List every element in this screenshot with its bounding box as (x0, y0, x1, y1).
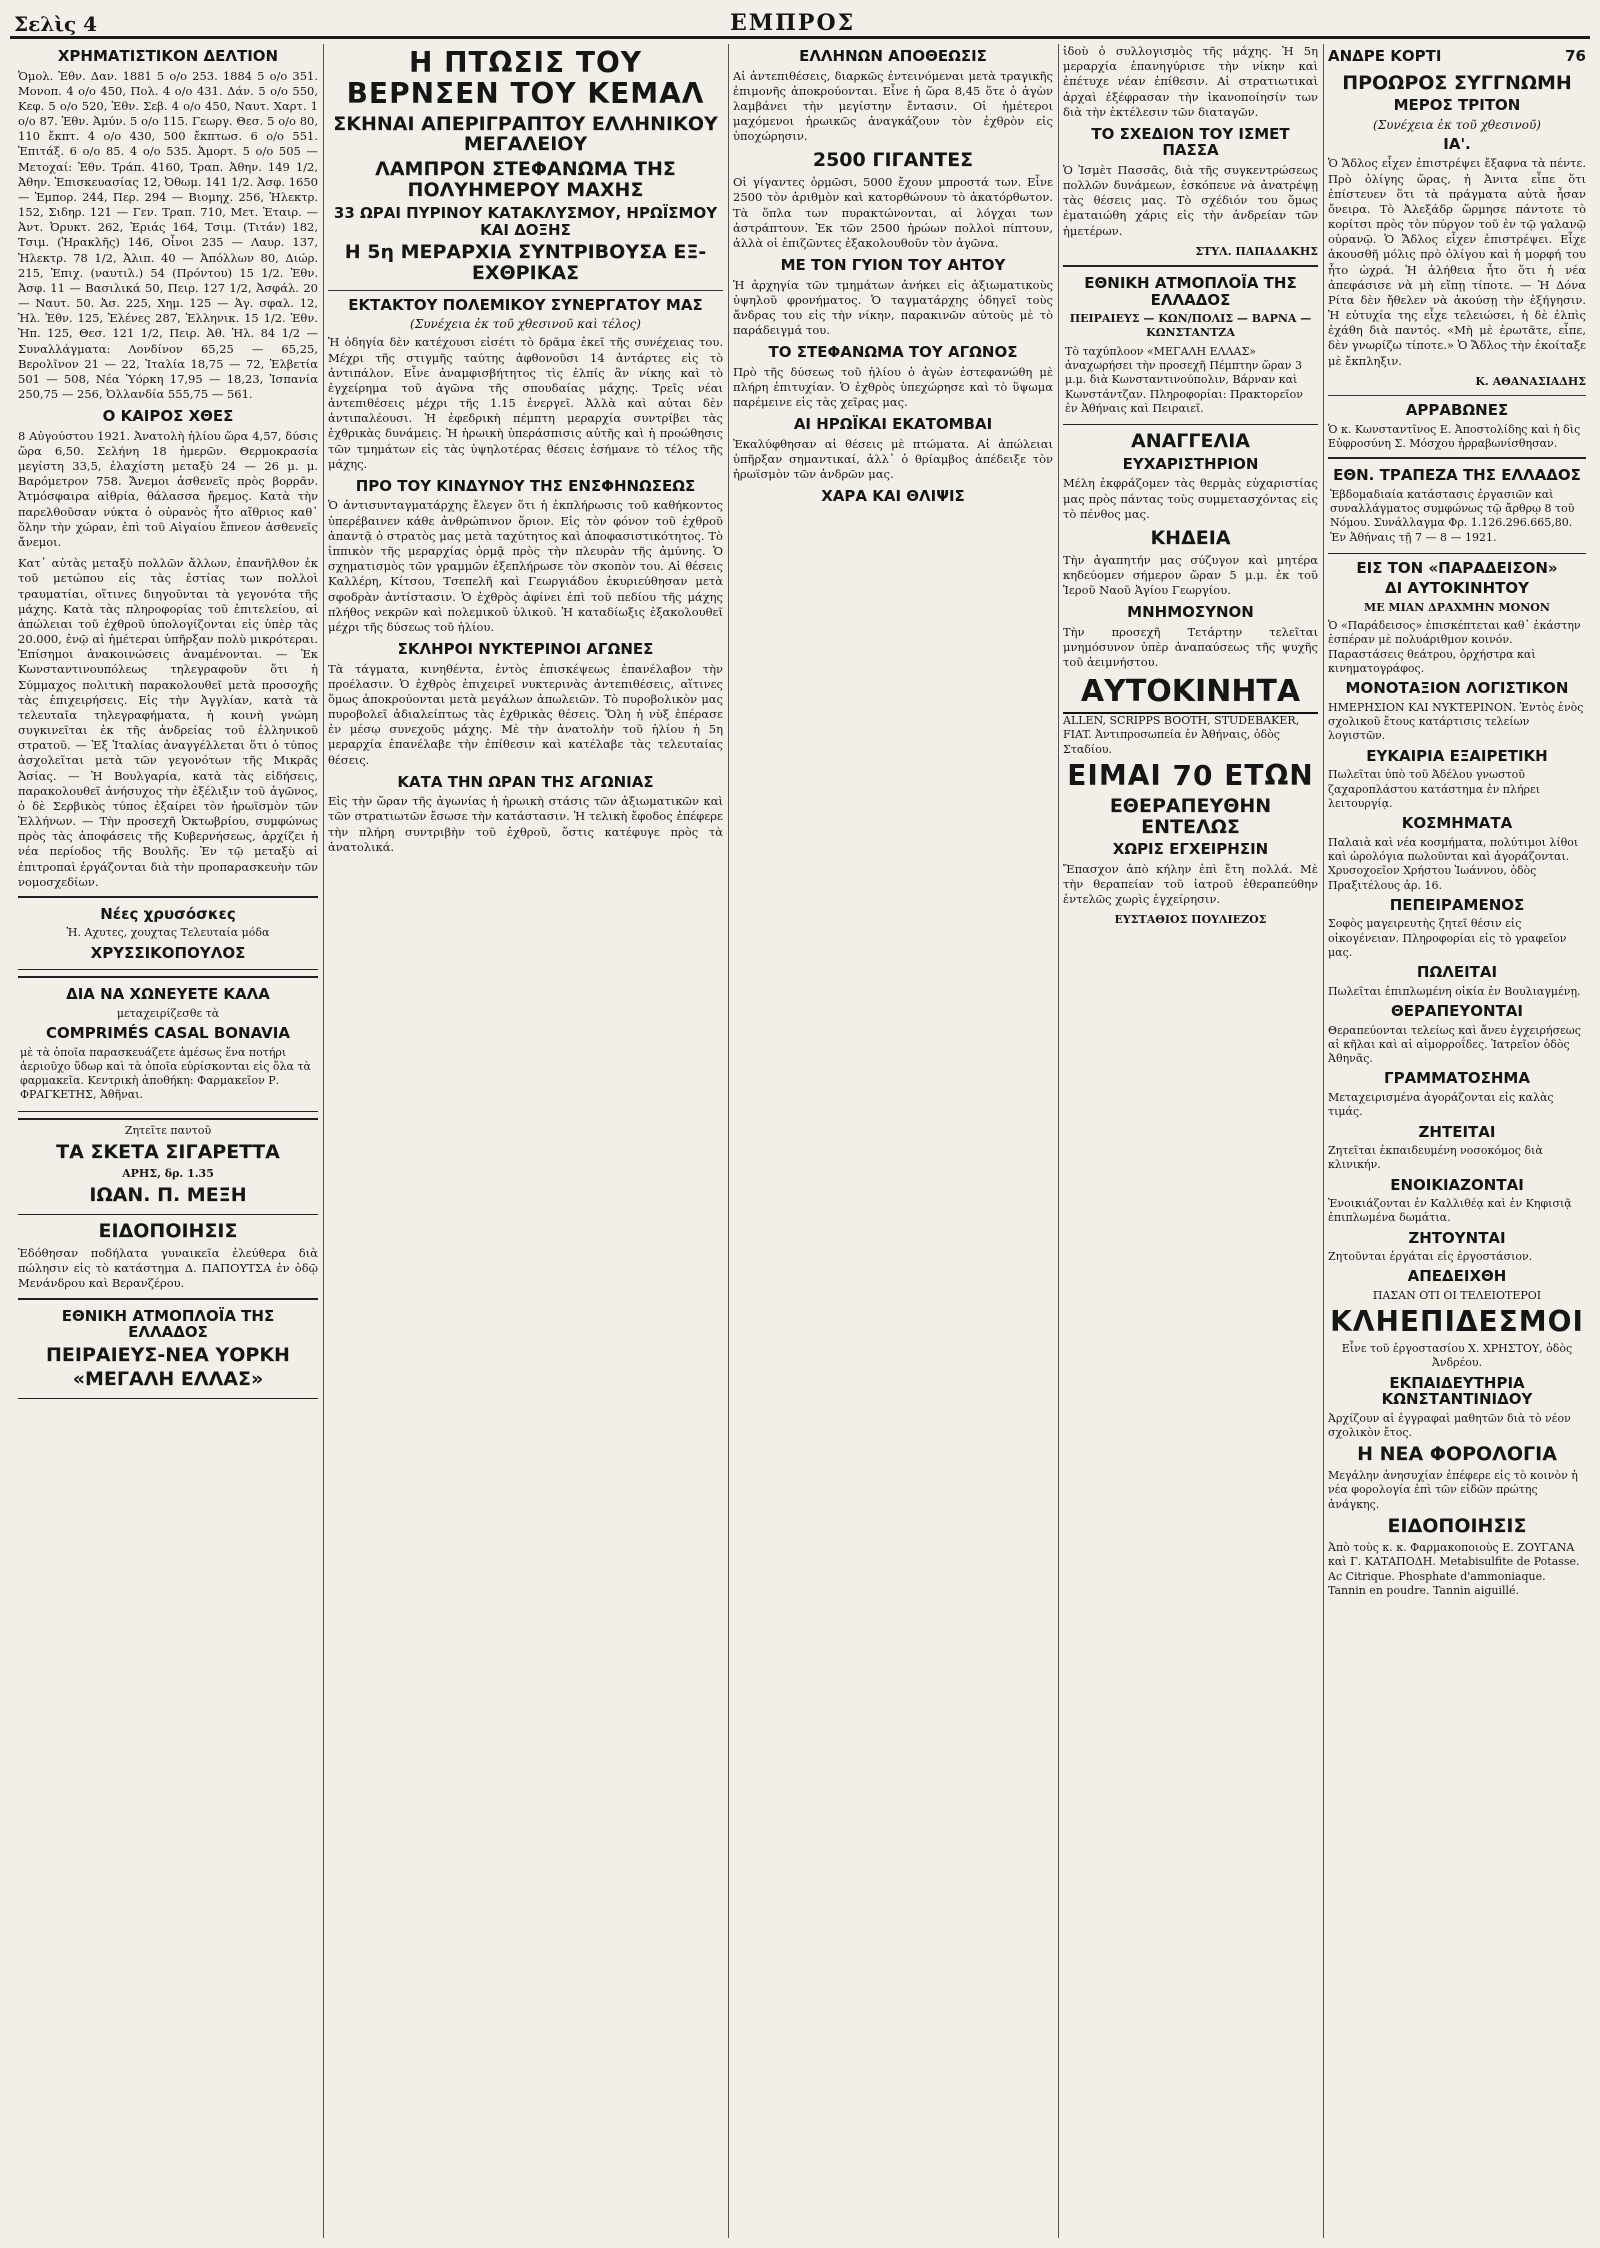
forsale-text: Πωλεῖται ἐπιπλωμένη οἰκία ἐν Βουλιαγμένῃ. (1328, 984, 1581, 998)
bank-text: Ἐβδομαδιαία κατάστασις ἐργασιῶν καὶ συναλλάγματος συμφώνως τῷ ἄρθρῳ 8 τοῦ Νόμου. Συνάλλαγμα Φρ. 1.126.296.665,80. Ἐν Ἀθήναις τῇ 7 — 8 — 1921. (1330, 487, 1575, 544)
subhead-greeks: ΕΛΛΗΝΩΝ ΑΠΟΘΕΩΣΙΣ (799, 47, 987, 65)
jewelry-ad-title: Νέες χρυσόσκες (100, 904, 236, 923)
headline-5: Η 5η ΜΕΡΑΡΧΙΑ ΣΥΝΤΡΙΒΟΥΣΑ ΕΞ-ΕΧΘΡΙΚΑΣ (344, 241, 707, 285)
divider (328, 290, 723, 291)
forsale-title: ΠΩΛΕΙΤΑΙ (1416, 963, 1498, 982)
jewelry-ad (18, 896, 318, 970)
shipping-ad (1063, 265, 1318, 425)
cigarette-ad-title: ΤΑ ΣΚΕΤΑ ΣΙΓΑΡΕΤΤΑ (56, 1141, 280, 1164)
stamps-title: ΓΡΑΜΜΑΤΟΣΗΜΑ (1384, 1069, 1530, 1088)
proven-title: ΑΠΕΔΕΙΧΘΗ (1407, 1267, 1507, 1286)
opportunity-text: Πωλεῖται ὑπὸ τοῦ Ἀδέλου γνωστοῦ ζαχαροπλάστου κατάστημα ἐν πλήρει λειτουργίᾳ. (1328, 768, 1541, 810)
col3-p1: Αἱ ἀντεπιθέσεις, διαρκῶς ἐντεινόμεναι μετὰ τραγικῆς ἐπιμονῆς ἀποκρούονται. Εἶνε ἡ ὥρα 8,45 ὅτε ὁ ἀγὼν λαμβάνει τὴν μεγίστην ἔντασιν. Οἱ ἡμέτεροι μαχόμενοι ἡρωικῶς ἀναγκάζουν τὸν ἐχθρὸν εἰς ὑποχώρησιν. (733, 68, 1053, 144)
market-title: ΧΡΗΜΑΤΙΣΤΙΚΟΝ ΔΕΛΤΙΟΝ (57, 47, 279, 65)
novel-number: 76 (1565, 47, 1586, 65)
divider (1328, 395, 1586, 396)
column-2 (328, 44, 723, 2238)
notice2-title: ΕΙΔΟΠΟΙΗΣΙΣ (1387, 1515, 1527, 1538)
column-divider (323, 44, 324, 2238)
digestion-ad (18, 976, 318, 1111)
digestion-ad-text: μὲ τὰ ὁποῖα παρασκευάζετε ἀμέσως ἕνα ποτήρι ἀεριοῦχο ὕδωρ καὶ τὰ ὁποῖα εὑρίσκονται εἰς ὅλα τὰ φαρμακεῖα. Κεντρικὴ ἀποθήκη: Φαρμακεῖον Ρ. ΦΡΑΓΚΕΤΗΣ, Ἀθῆναι. (20, 1045, 311, 1102)
cigarette-ad-line: ΑΡΗΣ, δρ. 1.35 (122, 1166, 214, 1180)
subhead-4: ΚΑΤΑ ΤΗΝ ΩΡΑΝ ΤΗΣ ΑΓΩΝΙΑΣ (397, 772, 654, 791)
subhead-joy: ΧΑΡΑ ΚΑΙ ΘΛΙΨΙΣ (821, 487, 965, 506)
cure-signature: ΕΥΣΤΑΘΙΟΣ ΠΟΥΛΙΕΖΟΣ (1114, 913, 1267, 927)
cigarette-ad-name: ΙΩΑΝ. Π. ΜΕΞΗ (89, 1184, 247, 1207)
age-ad-title: ΕΙΜΑΙ 70 ΕΤΩΝ (1067, 758, 1314, 792)
school-text: Ἀρχίζουν αἱ ἐγγραφαὶ μαθητῶν διὰ τὸ νέον σχολικὸν ἔτος. (1328, 1411, 1571, 1439)
masthead (10, 6, 1590, 40)
digestion-ad-brand: COMPRIMÉS CASAL BONAVIA (46, 1024, 290, 1043)
byline: ΕΚΤΑΚΤΟΥ ΠΟΛΕΜΙΚΟΥ ΣΥΝΕΡΓΑΤΟΥ ΜΑΣ (348, 295, 703, 314)
subhead-2: ΠΡΟ ΤΟΥ ΚΙΝΔΥΝΟΥ ΤΗΣ ΕΝΣΦΗΝΩΣΕΩΣ (355, 476, 696, 495)
jewelry-ad-name: ΧΡΥΣΣΙΚΟΠΟΥΛΟΣ (90, 943, 246, 962)
subhead-ismet: ΤΟ ΣΧΕΔΙΟΝ ΤΟΥ ΙΣΜΕΤ ΠΑΣΣΑ (1091, 124, 1290, 160)
digestion-ad-sub: μεταχειρίζεσθε τὰ (116, 1006, 220, 1020)
workers-text: Ζητοῦνται ἐργάται εἰς ἐργοστάσιον. (1328, 1250, 1533, 1264)
jewels-title: ΚΟΣΜΗΜΑΤΑ (1401, 814, 1513, 833)
col3-p3: Ἡ ἀρχηγία τῶν τμημάτων ἀνήκει εἰς ἀξιωματικοὺς ὑψηλοῦ φρονήματος. Ὁ ταγματάρχης ὁδηγεῖ τοὺς ἄνδρας του εἰς τὴν νίκην, παρακινῶν αὐτοὺς μὲ τὸ παράδειγμά του. (733, 277, 1053, 338)
column-divider (1058, 44, 1059, 2238)
hernia-belts-title: ΚΛΗΕΠΙΔΕΣΜΟΙ (1330, 1305, 1584, 1339)
page-number: Σελὶς 4 (14, 12, 98, 36)
cured-title: ΘΕΡΑΠΕΥΟΝΤΑΙ (1391, 1002, 1523, 1021)
shipping-left-route: ΠΕΙΡΑΙΕΥΣ-ΝΕΑ ΥΟΡΚΗ (46, 1343, 290, 1366)
memorial-text: Τὴν προσεχῆ Τετάρτην τελεῖται μνημόσυνον ὑπὲρ ἀναπαύσεως τῆς ψυχῆς τοῦ ἀειμνήστου. (1063, 624, 1318, 670)
newspaper-title: ΕΜΠΡΟΣ (730, 10, 856, 36)
byline-sub: (Συνέχεια ἐκ τοῦ χθεσινοῦ καὶ τέλος) (410, 317, 641, 332)
theatre-line: ΜΕ ΜΙΑΝ ΔΡΑΧΜΗΝ ΜΟΝΟΝ (1364, 600, 1550, 614)
article-p2: Ὁ ἀντισυνταγματάρχης ἔλεγεν ὅτι ἡ ἐκπλήρωσις τοῦ καθήκοντος ὑπερέβαινεν κάθε ἀνθρώπινον ὅριον. Εἰς τὸν φόνον τοῦ ἐχθροῦ ἀπαντᾷ ὁ στρατὸς μας μετὰ ταχύτητος καὶ ἀποφασιστικότητος. Τὸ ἱππικὸν τῆς μεραρχίας ὁρμᾷ πρὸς τὴν πλευρὰν τῆς ἀμύνης. Ὁ σχηματισμὸς τῶν γραμμῶν ἐξεπλήρωσε τὸν σκοπὸν του. Αἱ θέσεις Καλλέρη, Κίτσου, Τσεπελῆ καὶ Γεωργιάδου ἐκυριεύθησαν μετὰ σφοδρὰν ἀντίστασιν. Ὁ ἐχθρὸς ἀφίνει ἐπὶ τοῦ πεδίου τῆς μάχης πλήθος νεκρῶν καὶ πολεμικοῦ ὑλικοῦ. Ἡ καταδίωξις ἐξακολουθεῖ μέχρι τῆς δύσεως τοῦ ἡλίου. (328, 498, 723, 634)
subhead-crowning: ΤΟ ΣΤΕΦΑΝΩΜΑ ΤΟΥ ΑΓΩΝΟΣ (768, 343, 1018, 362)
article-p3: Τὰ τάγματα, κινηθέντα, ἐντὸς ἐπισκέψεως ἐπανέλαβον τὴν προέλασιν. Ὁ ἐχθρὸς ἐπιχειρεῖ νυκτερινὰς ἀντεπιθέσεις, αἵτινες ὅμως ἀποκρούονται μετὰ μεγάλων ἀπωλειῶν. Τὸ πυροβολικὸν μας πυροβολεῖ ἀδιαλείπτως τὰς ἐχθρικὰς θέσεις. Ὅλη ἡ νὺξ ἐπέρασε ἐν μέσῳ συνεχοῦς μάχης. Μὲ τὴν ἀνατολὴν τοῦ ἡλίου ἡ 5η μεραρχία ἐπανέλαβε τὴν ἐπίθεσιν καὶ κατέλαβε τὰς τελευταίας θέσεις. (328, 661, 723, 767)
shipping-text: Τὸ ταχύπλοον «ΜΕΓΑΛΗ ΕΛΛΑΣ» ἀναχωρήσει τὴν προσεχῆ Πέμπτην ὥραν 3 μ.μ. διὰ Κωνσταντινούπολιν, Βάρναν καὶ Κωνστάντζαν. Πληροφορίαι: Πρακτορεῖον ἐν Ἀθήναις καὶ Πειραιεῖ. (1065, 344, 1303, 415)
cured-text: Θεραπεύονται τελείως καὶ ἄνευ ἐγχειρήσεως αἱ κῆλαι καὶ αἱ αἱμορροΐδες. Ἰατρεῖον ὁδὸς Ἀθηνᾶς. (1328, 1023, 1581, 1066)
news-text: Κατ᾽ αὐτὰς μεταξὺ πολλῶν ἄλλων, ἐπανῆλθον ἐκ τοῦ μετώπου εἰς τὰς ἐστίας των πολλοὶ τραυματίαι, οἵτινες διηγοῦνται τὰ γεγονότα τῆς μάχης. Κατὰ τὰς πληροφορίας τοῦ ἐπιτελείου, αἱ ἀπώλειαι τοῦ ἐχθροῦ ὑπολογίζονται εἰς ὑπὲρ τὰς 20.000, ἐνῷ αἱ ἡμέτεραι ὑπῆρξαν πολὺ μικρότεραι. Ἐπίσημοι ἀνακοινώσεις ἀναμένονται. — Ἐκ Κωνσταντινουπόλεως τηλεγραφοῦν ὅτι ἡ Σύμμαχος πολιτικὴ παρακολουθεῖ μετὰ προσοχῆς τὰς ἐπιχειρήσεις. Εἰς τὴν Ἀγγλίαν, κατὰ τὰ τελευταῖα τηλεγραφήματα, ἡ κοινὴ γνώμη συγκινεῖται ἐκ τῆς ἀνδρείας τοῦ ἑλληνικοῦ στρατοῦ. — Ἐξ Ἰταλίας ἀναγγέλλεται ὅτι ὁ τύπος ἀσχολεῖται μετὰ τῶν γεγονότων τῆς Μικρᾶς Ἀσίας. — Ἡ Βουλγαρία, κατὰ τὰς εἰδήσεις, παρακολουθεῖ ἀνήσυχος τὴν ἐξέλιξιν τοῦ ἀγῶνος, ὁ δὲ Σερβικὸς τύπος ἐξαίρει τὸν ἡρωϊσμὸν τῶν Ἑλλήνων. — Τὴν προσεχῆ Ὀκτωβρίου, συμφώνως πρὸς τὰς ἀποφάσεις τῆς Κυβερνήσεως, ἀρχίζει ἡ νέα περίοδος τῆς Βουλῆς. Ἐν τῷ μεταξὺ αἱ ἐπιτροπαὶ ἐργάζονται διὰ τὴν προπαρασκευὴν τῶν νομοσχεδίων. (18, 556, 318, 889)
proven-text: ΠΑΣΑΝ ΟΤΙ ΟΙ ΤΕΛΕΙΟΤΕΡΟΙ (1372, 1288, 1542, 1302)
car-ad-title: ΑΥΤΟΚΙΝΗΤΑ (1063, 676, 1318, 714)
notice2-text: Ἀπὸ τοὺς κ. κ. Φαρμακοποιοὺς Ε. ΖΟΥΓΑΝΑ καὶ Γ. ΚΑΤΑΠΟΔΗ. Metabisulfite de Potasse. Ac Citrique. Phosphate d'ammoniaque. Tannin en poudre. Tannin aiguillé. (1328, 1540, 1580, 1597)
novel-header (1328, 44, 1586, 69)
novel-title: ΠΡΟΩΡΟΣ ΣΥΓΓΝΩΜΗ (1342, 71, 1572, 94)
digestion-ad-title: ΔΙΑ ΝΑ ΧΩΝΕΥΕΤΕ ΚΑΛΑ (66, 985, 270, 1004)
jewelry-ad-line: Ἡ. Αχυτες, χουχτας Τελευταία μόδα (66, 926, 270, 940)
subhead-3: ΣΚΛΗΡΟΙ ΝΥΚΤΕΡΙΝΟΙ ΑΓΩΝΕΣ (397, 640, 654, 659)
column-4 (1063, 44, 1318, 2238)
article-signature: ΣΤΥΛ. ΠΑΠΑΔΑΚΗΣ (1195, 244, 1318, 258)
headline-4: 33 ΩΡΑΙ ΠΥΡΙΝΟΥ ΚΑΤΑΚΛΥΣΜΟΥ, ΗΡΩΪΣΜΟΥ ΚΑΙ ΔΟΞΗΣ (333, 204, 718, 239)
tax-text: Μεγάλην ἀνησυχίαν ἐπέφερε εἰς τὸ κοινὸν ἡ νέα φορολογία ἐπὶ τῶν εἰδῶν πρώτης ἀνάγκης. (1328, 1469, 1578, 1511)
theatre-sub: ΔΙ ΑΥΤΟΚΙΝΗΤΟΥ (1384, 579, 1530, 598)
main-headline: Η ΠΤΩΣΙΣ ΤΟΥ ΒΕΡΝΣΕΝ ΤΟΥ ΚΕΜΑΛ (346, 46, 705, 110)
novel-continuation: (Συνέχεια ἐκ τοῦ χθεσινοῦ) (1373, 117, 1541, 132)
novel-chapter: ΙΑ'. (1443, 134, 1471, 153)
rent-title: ΕΝΟΙΚΙΑΖΟΝΤΑΙ (1390, 1175, 1524, 1194)
notice-text: Ἐδόθησαν ποδήλατα γυναικεῖα ἐλεύθερα διὰ πώλησιν εἰς τὸ κατάστημα Δ. ΠΑΠΟΥΤΣΑ ἐν ὁδῷ Μενάνδρου καὶ Βερανζέρου. (18, 1245, 318, 1291)
notice-title: ΕΙΔΟΠΟΙΗΣΙΣ (98, 1220, 238, 1243)
cook-text: Σοφὸς μαγειρευτὴς ζητεῖ θέσιν εἰς οἰκογένειαν. Πληροφορίαι εἰς τὸ γραφεῖον μας. (1328, 917, 1567, 959)
cure-text: Ἔπασχον ἀπὸ κήλην ἐπὶ ἔτη πολλά. Μὲ τὴν θεραπείαν τοῦ ἰατροῦ ἐθεραπεύθην ἐντελῶς χωρὶς ἐγχείρησιν. (1063, 861, 1318, 907)
col4-p1: Ὁ Ἰσμὲτ Πασσᾶς, διὰ τῆς συγκεντρώσεως πολλῶν δυνάμεων, ἐσκόπευε νὰ ἀνατρέψῃ τὰς θέσεις μας. Τὸ σχέδιόν του ὅμως ἐματαιώθη χάρις εἰς τὴν ἀνδρείαν τῶν ἡμετέρων. (1063, 162, 1318, 238)
masthead-rule (10, 36, 1590, 39)
column-5 (1328, 44, 1586, 2238)
jewels-text: Παλαιὰ καὶ νέα κοσμήματα, πολύτιμοι λίθοι καὶ ὡρολόγια πωλοῦνται καὶ ἀγοράζονται. Χρυσοχοεῖον Χρήστου Ἰωάννου, ὁδὸς Πραξιτέλους ἀρ. 16. (1328, 835, 1579, 892)
workers-title: ΖΗΤΟΥΝΤΑΙ (1408, 1228, 1506, 1247)
novel-signature: Κ. ΑΘΑΝΑΣΙΑΔΗΣ (1475, 374, 1586, 388)
engagements-text: Ὁ κ. Κωνσταντῖνος Ε. Ἀποστολίδης καὶ ἡ δὶς Εὐφροσύνη Σ. Μόσχου ἠρραβωνίσθησαν. (1328, 422, 1581, 450)
accounting-text: ΗΜΕΡΗΣΙΟΝ ΚΑΙ ΝΥΚΤΕΡΙΝΟΝ. Ἐντὸς ἑνὸς σχολικοῦ ἔτους κατάρτισις τελείων λογιστῶν. (1328, 700, 1584, 743)
opportunity-title: ΕΥΚΑΙΡΙΑ ΕΞΑΙΡΕΤΙΚΗ (1366, 746, 1548, 765)
car-ad-text: ALLEN, SCRIPPS BOOTH, STUDEBAKER, FIAT. Ἀντιπροσωπεία ἐν Ἀθήναις, ὁδὸς Σταδίου. (1063, 713, 1300, 756)
column-divider (728, 44, 729, 2238)
funeral-title: ΚΗΔΕΙΑ (1150, 527, 1231, 549)
col3-p2: Οἱ γίγαντες ὁρμῶσι, 5000 ἔχουν μπροστά των. Εἶνε 2500 τὸν ἀριθμὸν καὶ κατορθώνουν τὸ ἀκατόρθωτον. Τὰ ὅπλα των πυρακτώνονται, αἱ λόγχαι των ἀστράπτουν. Ἐκ τῶν 2500 ἡρώων πολλοὶ πίπτουν, ἀλλὰ οἱ ἐπιζῶντες ἐξακολουθοῦν τὸν ἀγῶνα. (733, 175, 1053, 250)
cure-sub: ΧΩΡΙΣ ΕΓΧΕΙΡΗΣΙΝ (1112, 840, 1269, 859)
shipping-left-title: ΕΘΝΙΚΗ ΑΤΜΟΠΛΟΪΑ ΤΗΣ ΕΛΛΑΔΟΣ (61, 1306, 275, 1341)
bank-title: ΕΘΝ. ΤΡΑΠΕΖΑ ΤΗΣ ΕΛΛΑΔΟΣ (1333, 466, 1581, 485)
headline-2: ΣΚΗΝΑΙ ΑΠΕΡΙΓΡΑΠΤΟΥ ΕΛΛΗΝΙΚΟΥ ΜΕΓΑΛΕΙΟΥ (333, 112, 718, 156)
column-3 (733, 44, 1053, 2238)
hernia-belts-text: Εἶνε τοῦ ἐργοστασίου Χ. ΧΡΗΣΤΟΥ, ὁδὸς Ἀνδρέου. (1341, 1342, 1573, 1370)
shipping-ad-left (18, 1298, 318, 1400)
weather-title: Ο ΚΑΙΡΟΣ ΧΘΕΣ (102, 407, 234, 426)
stamps-text: Μεταχειρισμένα ἀγοράζονται εἰς καλὰς τιμάς. (1328, 1090, 1554, 1119)
shipping-title: ΕΘΝΙΚΗ ΑΤΜΟΠΛΟΪΑ ΤΗΣ ΕΛΛΑΔΟΣ (1084, 274, 1297, 309)
theatre-text: Ὁ «Παράδεισος» ἐπισκέπτεται καθ᾽ ἑκάστην ἑσπέραν μὲ πολυάριθμον κοινόν. Παραστάσεις θεάτρου, ὀρχήστρα καὶ κινηματογράφος. (1328, 619, 1581, 676)
novel-part: ΜΕΡΟΣ ΤΡΙΤΟΝ (1393, 96, 1521, 115)
col3-p4: Πρὸ τῆς δύσεως τοῦ ἡλίου ὁ ἀγὼν ἐστεφανώθη μὲ πλήρη ἐπιτυχίαν. Ὁ ἐχθρὸς ὑπεχώρησε καὶ τὸ ὕψωμα παρέμεινε εἰς τὰς χεῖρας μας. (733, 364, 1053, 410)
wanted-text: Ζητεῖται ἐκπαιδευμένη νοσοκόμος διὰ κλινικήν. (1328, 1144, 1543, 1172)
shipping-route: ΠΕΙΡΑΙΕΥΣ — ΚΩΝ/ΠΟΛΙΣ — ΒΑΡΝΑ — ΚΩΝΣΤΑΝΤΖΑ (1069, 312, 1312, 340)
novel-author: ΑΝΔΡΕ ΚΟΡΤΙ (1328, 47, 1442, 65)
thanks-title: ΕΥΧΑΡΙΣΤΗΡΙΟΝ (1122, 454, 1259, 473)
column-divider (1323, 44, 1324, 2238)
bank-notice (1328, 457, 1586, 554)
engagements-title: ΑΡΡΑΒΩΝΕΣ (1405, 401, 1509, 420)
market-text: Ὁμολ. Ἐθν. Δαν. 1881 5 ο/ο 253. 1884 5 ο/ο 351. Μονοπ. 4 ο/ο 450, Πολ. 4 ο/ο 431. Δάν. 5 ο/ο 550, Κεφ. 5 ο/ο 520, Ἐθν. Σεβ. 4 ο/ο 450, Ναυτ. Χαρτ. 1 ο/ο 87. Ἐθν. Ἀμύν. 5 ο/ο 115. Γεωργ. Θεσ. 5 ο/ο 80, 110 ἔκπτ. 4 ο/ο 430, 500 ἔκπτωσ. 6 ο/ο 551. Ἐπιτάξ. 6 ο/ο 85. 4 ο/ο 535. Ἀμορτ. 5 ο/ο 505 — Μετοχαί: Ἐθν. Τράπ. 4160, Τραπ. Ἀθην. 149 1/2, Ἀθην. Ἐπισκευασίας 12, Ὀθωμ. 141 1/2. Ἀσφ. 1650 — Ἐμπορ. 244, Περ. 294 — Βιομηχ. 256, Ἠλεκτρ. 152, Σιδηρ. 121 — Γεν. Τραπ. 710, Μετ. Ἑταιρ. — Ἀντ. Ὀρυκτ. 262, Ἐριάς 164, Τσιμ. (Τιτάν) 182, Τσιμ. (Ἠρακλῆς) 146, Οἶνοι 235 — Λαυρ. 137, Ἠλεκτρ. 78 1/2, Ἀλιπ. 40 — Ἀπόλλων 80, Διώρ. 215, Ἐπιχ. (ναυτιλ.) 54 (Πρόντου) 15 1/2. Ἐθν. Ἀσφ. 11 — Βασιλικά 50, Πειρ. 127 1/2, Ἀσφάλ. 20 — Ναυτ. 50. Ἀσ. 225, Χημ. 125 — Ἀγ. σφαλ. 12, Ἠλ. Ἐθν. 125, Ἑλένες 287, Ἐλληνικ. 15 1/2. Ἐθν. Ἠπ. 125, Θεσ. 121 1/2, Πειρ. Ἀθ. Ἠλ. 84 1/2 — Συναλλάγματα: Λονδίνον 65,25 — 65,25, Βερολῖνον 21 — 22, Ἰταλία 18,75 — 72, Ἑλβετία 501 — 508, Νέα Ὑόρκη 17,95 — 18,23, Ἰσπανία 250,75 — 256, Ὀλλανδία 555,75 — 561. (18, 68, 318, 402)
novel-text: Ὁ Ἄδλος εἶχεν ἐπιστρέψει ἔξαφνα τὰ πέντε. Πρὸ ὀλίγης ὥρας, ἡ Ἀνιτα εἶπε ὅτι ἐπίστευεν ὅτι τὰ πράγματα αὐτὰ ἦσαν ὄνειρα. Τὸ Ἀλεξάδρ ὥρμησε πάντοτε τὸ κορίτσι πρὸς τὸν πύργον τοῦ ἐν τῷ γαλανῷ οὐρανῷ. Ὁ Ἄδλος εἶχεν ἐπιστρέψει. Εἶχε ἀκουσθῆ μόλις πρὸ ὀλίγου καὶ ἡ μορφή του ἦτο ὠχρά. Ἡ ἀλήθεια ἦτο ὅτι ἡ νέα ἀπεφάσισε νὰ μὴ εἴπῃ τίποτε. — Ἡ Δόνα Ρίτα δὲν ἤθελεν νὰ ἀκούσῃ τὴν ἐξήγησιν. Ἡ εὐτυχία της εἶχε τελειώσει, ἡ δὲ ἐλπὶς ἐχάθη διὰ παντός. «Μὴ μὲ ἐρωτᾶτε, εἶπε, δὲν γνωρίζω τίποτε.» Ὁ Ἄδλος τὴν ἐκοίταξε μὲ ἔκπληξιν. (1328, 156, 1586, 368)
rent-text: Ἐνοικιάζονται ἐν Καλλιθέᾳ καὶ ἐν Κηφισιᾷ ἐπιπλωμένα δωμάτια. (1328, 1197, 1572, 1225)
headline-3: ΛΑΜΠΡΟΝ ΣΤΕΦΑΝΩΜΑ ΤΗΣ ΠΟΛΥΗΜΕΡΟΥ ΜΑΧΗΣ (375, 158, 676, 202)
shipping-left-ship: «ΜΕΓΑΛΗ ΕΛΛΑΣ» (72, 1368, 264, 1391)
cure-title: ΕΘΕΡΑΠΕΥΘΗΝ ΕΝΤΕΛΩΣ (1109, 794, 1272, 838)
thanks-text: Μέλη ἐκφράζομεν τὰς θερμὰς εὐχαριστίας μας πρὸς πάντας τοὺς συμμετασχόντας εἰς τὸ πένθος μας. (1063, 476, 1318, 521)
memorial-title: ΜΝΗΜΟΣΥΝΟΝ (1127, 603, 1254, 622)
weather-text: 8 Αὐγούστου 1921. Ἀνατολὴ ἡλίου ὥρα 4,57, δύσις ὥρα 6,50. Σελήνη 18 ἡμερῶν. Θερμοκρασία μεγίστη 33,5, ἐλαχίστη μεταξὺ 24 — 26 μ. μ. Βαρόμετρον 758. Ἄνεμοι ἀσθενεῖς πρὸς βορρᾶν. Ἀτμόσφαιρα αἰθρία, θάλασσα ἤρεμος. Κατὰ τὴν παρελθοῦσαν νύκτα ὁ οὐρανὸς ἦτο αἴθριος καθ᾽ ὅλην τὴν χώραν, ἐπὶ τοῦ Αἰγαίου ἔπνεον ἀσθενεῖς ἄνεμοι. (18, 428, 318, 549)
accounting-title: ΜΟΝΟΤΑΞΙΟΝ ΛΟΓΙΣΤΙΚΟΝ (1345, 679, 1569, 698)
announcement-title: ΑΝΑΓΓΕΛΙΑ (1131, 430, 1250, 453)
tax-title: Η ΝΕΑ ΦΟΡΟΛΟΓΙΑ (1357, 1443, 1557, 1466)
cook-title: ΠΕΠΕΙΡΑΜΕΝΟΣ (1389, 895, 1525, 914)
theatre-title: ΕΙΣ ΤΟΝ «ΠΑΡΑΔΕΙΣΟΝ» (1356, 558, 1558, 577)
subhead-eagle: ΜΕ ΤΟΝ ΓΥΙΟΝ ΤΟΥ ΑΗΤΟΥ (780, 256, 1006, 275)
wanted-title: ΖΗΤΕΙΤΑΙ (1418, 1122, 1496, 1141)
col4-p0: ἰδοὺ ὁ συλλογισμὸς τῆς μάχης. Ἡ 5η μεραρχία ἐπανηγύρισε τὴν νίκην καὶ ἐπέτυχε νέαν ἐπίθεσιν. Αἱ στρατιωτικαὶ ἀρχαὶ ἐξέφρασαν τὴν ἱκανοποίησίν των διὰ τὴν ἐκτέλεσιν τῶν διαταγῶν. (1063, 44, 1318, 119)
funeral-text: Τὴν ἀγαπητήν μας σύζυγον καὶ μητέρα κηδεύομεν σήμερον ὥραν 5 μ.μ. ἐκ τοῦ Ἱεροῦ Ναοῦ Ἁγίου Γεωργίου. (1063, 552, 1318, 598)
col3-p5: Ἐκαλύφθησαν αἱ θέσεις μὲ πτώματα. Αἱ ἀπώλειαι ὑπῆρξαν σημαντικαί, ἀλλ᾽ ὁ θρίαμβος ἀπέδειξε τὸν ἡρωϊσμὸν τῶν ἀνδρῶν μας. (733, 436, 1053, 482)
article-p1: Ἡ ὁδηγία δὲν κατέχουσι εἰσέτι τὸ δρᾶμα ἐκεῖ τῆς συνέχειας του. Μέχρι τῆς στιγμῆς ταύτης ἀφθονοῦσι 14 ἀντάρτες εἰς τὸ ἀντιπάλον. Εἶνε ἀναμφισβήτητος τὶς ἐλπίς ἂν νίκης καὶ τὸ ἐγχείρημα τοῦ ἀγῶνα τῆς σπουδαίας μάχης. Τρεῖς νέαι ἀντεπιθέσεις μέχρι τῆς 1.15 ἐνεργεῖ. Ἀλλὰ καὶ αὐται δὲν ἀντιπαλέουσι. Ἡ ἐφεδρικὴ πέμπτη μεραρχία συντρίβει τὰς ἐχθρικὰς δυνάμεις. Ἡ ἡρωικὴ ὑπεράσπισις αὐτῆς καὶ ἡ προώθησις τῶν τμημάτων εἰς τὰς ὑψηλοτέρας θέσεις ἐσήμανε τὸ τέλος τῆς μάχης. (328, 335, 723, 471)
cigarette-ad (18, 1118, 318, 1215)
cigarette-ad-top: Ζητεῖτε παντοῦ (124, 1123, 212, 1137)
school-title: ΕΚΠΑΙΔΕΥΤΗΡΙΑ ΚΩΝΣΤΑΝΤΙΝΙΔΟΥ (1381, 1373, 1533, 1409)
subhead-hecatombs: ΑΙ ΗΡΩΪΚΑΙ ΕΚΑΤΟΜΒΑΙ (793, 415, 993, 434)
article-p4: Εἰς τὴν ὥραν τῆς ἀγωνίας ἡ ἡρωικὴ στάσις τῶν ἀξιωματικῶν καὶ τῶν στρατιωτῶν ἔσωσε τὴν κατάστασιν. Ἡ τελικὴ ἔφοδος ἐπέφερε τὴν πλήρη συντριβὴν τοῦ ἐχθροῦ, ὅστις κατέφυγε πρὸς τὰ ἀνατολικά. (328, 794, 723, 854)
column-1 (18, 44, 318, 2238)
subhead-giants: 2500 ΓΙΓΑΝΤΕΣ (812, 149, 974, 172)
